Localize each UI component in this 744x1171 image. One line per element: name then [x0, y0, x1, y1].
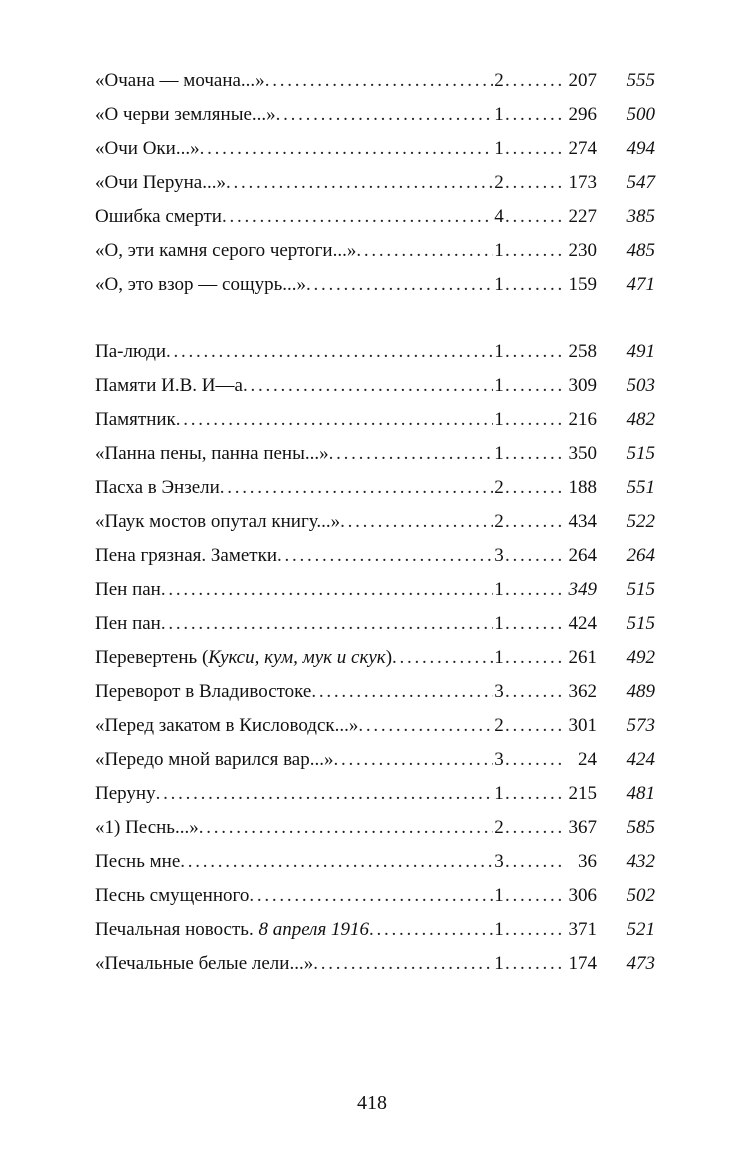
entry-title: «Панна пены, панна пены...» [95, 443, 329, 464]
dot-leader [505, 777, 563, 811]
dot-leader [505, 64, 563, 98]
dot-leader [505, 234, 563, 268]
entry-title [95, 913, 369, 947]
entry-title-italic: Кукси, кум, мук и скук [208, 647, 386, 668]
entry-page: 296 [568, 104, 597, 125]
entry-volume: 1 [494, 138, 504, 159]
entry-page: 174 [568, 953, 597, 974]
dot-leader [505, 132, 563, 166]
entry-volume: 4 [494, 206, 504, 227]
entry-page-alt: 547 [626, 172, 655, 193]
entry-volume: 3 [494, 749, 504, 770]
index-entry [95, 403, 655, 437]
entry-title: Пасха в Энзели [95, 477, 220, 498]
entry-page: 349 [568, 579, 597, 600]
dot-leader [334, 743, 494, 777]
entry-volume: 1 [494, 885, 504, 906]
dot-leader [156, 777, 493, 811]
index-entry [95, 369, 655, 403]
entry-page-alt: 432 [626, 851, 655, 872]
index-entry [95, 573, 655, 607]
dot-leader [505, 947, 563, 981]
entry-page: 264 [568, 545, 597, 566]
dot-leader [505, 607, 563, 641]
index-group-o [95, 64, 655, 302]
entry-page-alt: 515 [626, 613, 655, 634]
entry-title: Песнь смущенного [95, 885, 250, 906]
entry-page-alt: 264 [626, 545, 655, 566]
entry-page: 301 [568, 715, 597, 736]
index-entry [95, 947, 655, 981]
index-entry [95, 607, 655, 641]
dot-leader [176, 403, 493, 437]
entry-title: Памятник [95, 409, 176, 430]
entry-title: «Передо мной варился вар...» [95, 749, 334, 770]
index-entry [95, 437, 655, 471]
entry-title: Пен пан [95, 613, 161, 634]
entry-page-alt: 522 [626, 511, 655, 532]
dot-leader [200, 132, 493, 166]
dot-leader [276, 98, 493, 132]
dot-leader [226, 166, 493, 200]
index-entry [95, 268, 655, 302]
entry-page-alt: 491 [626, 341, 655, 362]
dot-leader [505, 505, 563, 539]
dot-leader [311, 675, 493, 709]
index-entry [95, 505, 655, 539]
entry-volume: 1 [494, 613, 504, 634]
entry-page-alt: 500 [626, 104, 655, 125]
dot-leader [505, 335, 563, 369]
entry-title: «1) Песнь...» [95, 817, 199, 838]
entry-page: 306 [568, 885, 597, 906]
dot-leader [166, 335, 493, 369]
entry-title: Па-люди [95, 341, 167, 362]
entry-page: 362 [568, 681, 597, 702]
dot-leader [505, 811, 563, 845]
dot-leader [505, 200, 563, 234]
index-entry [95, 879, 655, 913]
entry-page: 173 [568, 172, 597, 193]
entry-title: Памяти И.В. И—а [95, 375, 243, 396]
page-number: 418 [357, 1092, 387, 1114]
entry-title-main: Печальная новость. [95, 919, 259, 940]
dot-leader [505, 675, 563, 709]
entry-volume: 1 [494, 274, 504, 295]
entry-page-alt: 521 [626, 919, 655, 940]
entry-volume: 2 [494, 172, 504, 193]
entry-page-alt: 492 [626, 647, 655, 668]
entry-page: 309 [568, 375, 597, 396]
entry-title: «Перед закатом в Кисловодск...» [95, 715, 359, 736]
entry-title: «Очи Перуна...» [95, 172, 226, 193]
entry-volume: 1 [494, 443, 504, 464]
dot-leader [505, 437, 563, 471]
index-entry [95, 64, 655, 98]
dot-leader [505, 471, 563, 505]
index-entry [95, 539, 655, 573]
entry-page-alt: 385 [626, 206, 655, 227]
entry-title: «Очи Оки...» [95, 138, 200, 159]
entry-page-alt: 555 [626, 70, 655, 91]
dot-leader [199, 811, 493, 845]
entry-page-alt: 494 [626, 138, 655, 159]
entry-title: Пена грязная. Заметки [95, 545, 277, 566]
entry-page: 258 [568, 341, 597, 362]
index-entry [95, 98, 655, 132]
entry-page-alt: 503 [626, 375, 655, 396]
entry-title: Пен пан [95, 579, 161, 600]
entry-volume: 1 [494, 104, 504, 125]
index-entry [95, 132, 655, 166]
entry-title: «Очана — мочана...» [95, 70, 265, 91]
dot-leader [313, 947, 493, 981]
entry-page-alt: 471 [626, 274, 655, 295]
index-entry [95, 811, 655, 845]
entry-title: «О, эти камня серого чертоги...» [95, 240, 357, 261]
dot-leader [265, 64, 493, 98]
entry-volume: 1 [494, 341, 504, 362]
entry-title: «О, это взор — сощурь...» [95, 274, 307, 295]
entry-title-tail: ) [385, 647, 393, 668]
entry-page: 188 [568, 477, 597, 498]
entry-page-alt: 424 [626, 749, 655, 770]
dot-leader [505, 98, 563, 132]
entry-page: 227 [568, 206, 597, 227]
entry-page-alt: 551 [626, 477, 655, 498]
entry-volume: 2 [494, 70, 504, 91]
entry-volume: 1 [494, 240, 504, 261]
entry-volume: 1 [494, 375, 504, 396]
entry-page: 215 [568, 783, 597, 804]
entry-page: 207 [568, 70, 597, 91]
entry-volume: 2 [494, 511, 504, 532]
entry-page-alt: 585 [626, 817, 655, 838]
entry-volume: 1 [494, 783, 504, 804]
dot-leader [161, 573, 493, 607]
index-entry [95, 845, 655, 879]
dot-leader [369, 913, 493, 947]
entry-volume: 3 [494, 545, 504, 566]
dot-leader [505, 166, 563, 200]
index-entry [95, 166, 655, 200]
entry-title: «Паук мостов опутал книгу...» [95, 511, 341, 532]
entry-page-alt: 481 [626, 783, 655, 804]
entry-volume: 3 [494, 681, 504, 702]
index-entry [95, 200, 655, 234]
entry-title: «О черви земляные...» [95, 104, 276, 125]
entry-page: 24 [578, 749, 597, 770]
entry-volume: 1 [494, 409, 504, 430]
index-entry [95, 913, 655, 947]
index-entry [95, 675, 655, 709]
entry-volume: 3 [494, 851, 504, 872]
entry-page-alt: 502 [626, 885, 655, 906]
dot-leader [306, 268, 493, 302]
entry-page-alt: 485 [626, 240, 655, 261]
dot-leader [356, 234, 493, 268]
entry-page-alt: 473 [626, 953, 655, 974]
dot-leader [505, 268, 563, 302]
entry-title [95, 641, 392, 675]
entry-volume: 1 [494, 647, 504, 668]
entry-page: 261 [568, 647, 597, 668]
entry-volume: 1 [494, 953, 504, 974]
index-entry [95, 471, 655, 505]
index-entry [95, 743, 655, 777]
entry-title: Переворот в Владивостоке [95, 681, 312, 702]
entry-volume: 1 [494, 579, 504, 600]
entry-page: 36 [578, 851, 597, 872]
entry-volume: 1 [494, 919, 504, 940]
entry-page-alt: 489 [626, 681, 655, 702]
entry-page-alt: 573 [626, 715, 655, 736]
dot-leader [161, 607, 493, 641]
entry-title: Перуну [95, 783, 156, 804]
entry-title-main: Перевертень ( [95, 647, 209, 668]
entry-page: 159 [568, 274, 597, 295]
dot-leader [505, 573, 563, 607]
entry-page: 424 [568, 613, 597, 634]
entry-title: Песнь мне [95, 851, 181, 872]
entry-page-alt: 482 [626, 409, 655, 430]
entry-page: 350 [568, 443, 597, 464]
entry-title: Ошибка смерти [95, 206, 222, 227]
index-group-p [95, 335, 655, 981]
entry-page: 216 [568, 409, 597, 430]
entry-page: 367 [568, 817, 597, 838]
dot-leader [505, 641, 563, 675]
dot-leader [358, 709, 493, 743]
dot-leader [277, 539, 493, 573]
dot-leader [329, 437, 493, 471]
entry-page: 230 [568, 240, 597, 261]
entry-page-alt: 515 [626, 579, 655, 600]
dot-leader [340, 505, 493, 539]
index-entry [95, 777, 655, 811]
entry-page: 371 [568, 919, 597, 940]
dot-leader [249, 879, 493, 913]
entry-title: «Печальные белые лели...» [95, 953, 314, 974]
entry-page: 274 [568, 138, 597, 159]
entry-volume: 2 [494, 715, 504, 736]
entry-volume: 2 [494, 477, 504, 498]
dot-leader [505, 845, 563, 879]
dot-leader [505, 539, 563, 573]
index-entry [95, 335, 655, 369]
entry-page: 434 [568, 511, 597, 532]
dot-leader [220, 471, 493, 505]
dot-leader [505, 369, 563, 403]
dot-leader [505, 879, 563, 913]
index-entry [95, 641, 655, 675]
entry-title-italic: 8 апреля 1916 [258, 919, 370, 940]
dot-leader [505, 743, 563, 777]
dot-leader [392, 641, 493, 675]
dot-leader [222, 200, 493, 234]
dot-leader [505, 709, 563, 743]
dot-leader [505, 913, 563, 947]
dot-leader [243, 369, 493, 403]
index-entry [95, 234, 655, 268]
dot-leader [505, 403, 563, 437]
entry-page-alt: 515 [626, 443, 655, 464]
entry-volume: 2 [494, 817, 504, 838]
dot-leader [180, 845, 493, 879]
index-entry [95, 709, 655, 743]
